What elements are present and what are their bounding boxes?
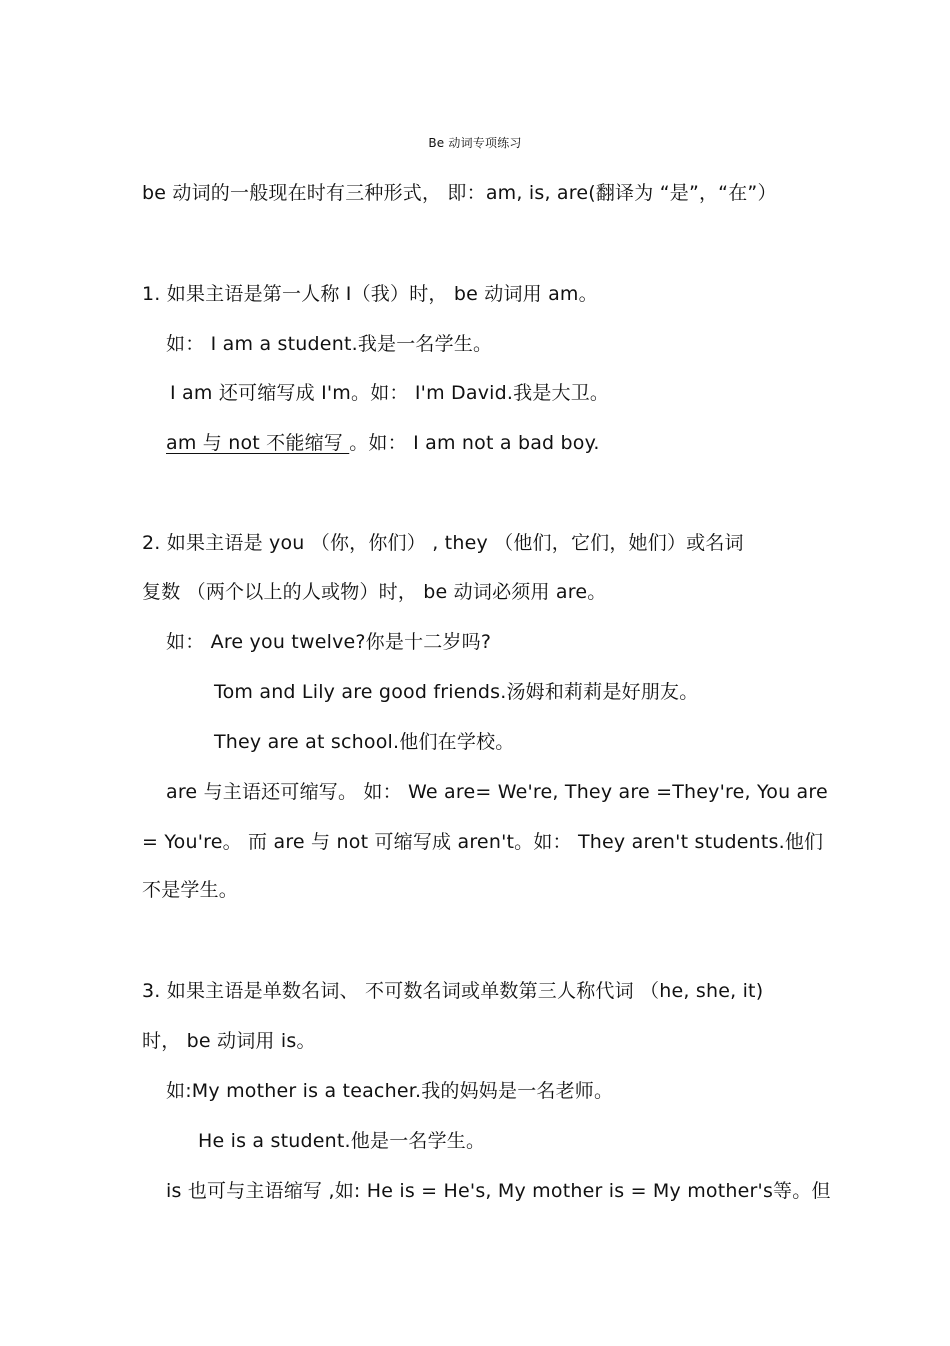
section-2-contraction-line-2: = You're。 而 are 与 not 可缩写成 aren't。如： They aren't students.他们	[142, 831, 824, 853]
section-1-note-underlined: am 与 not 不能缩写	[166, 432, 350, 454]
intro-paragraph: be 动词的一般现在时有三种形式， 即：am, is, are(翻译为 “是”，“在”）	[142, 182, 777, 204]
section-3-example-2: He is a student.他是一名学生。	[198, 1130, 486, 1152]
section-1-note-rest: 。如： I am not a bad boy.	[349, 432, 600, 454]
section-1-example-1: 如： I am a student.我是一名学生。	[166, 333, 493, 355]
section-2-example-1: 如： Are you twelve?你是十二岁吗?	[166, 631, 492, 653]
section-3-contraction-line-1: is 也可与主语缩写 ,如: He is = He's, My mother is = My mother's等。但	[166, 1180, 831, 1202]
section-2-example-3: They are at school.他们在学校。	[214, 731, 515, 753]
section-3-example-1: 如:My mother is a teacher.我的妈妈是一名老师。	[166, 1080, 614, 1102]
section-2-heading-line-1: 2. 如果主语是 you （你，你们） , they （他们，它们，她们）或名词	[142, 532, 744, 554]
section-1-heading: 1. 如果主语是第一人称 I（我）时， be 动词用 am。	[142, 283, 598, 305]
section-3-heading-line-2: 时， be 动词用 is。	[142, 1030, 316, 1052]
page-title: Be 动词专项练习	[428, 136, 522, 150]
section-2-contraction-line-1: are 与主语还可缩写。 如： We are= We're, They are =They're, You are	[166, 781, 828, 803]
section-3-heading-line-1: 3. 如果主语是单数名词、 不可数名词或单数第三人称代词 （he, she, it)	[142, 980, 764, 1002]
section-2-heading-line-2: 复数 （两个以上的人或物）时， be 动词必须用 are。	[142, 581, 607, 603]
section-2-example-2: Tom and Lily are good friends.汤姆和莉莉是好朋友。	[214, 681, 699, 703]
section-1-note	[166, 431, 600, 455]
section-2-contraction-line-3: 不是学生。	[142, 879, 239, 901]
section-1-example-2: I am 还可缩写成 I'm。如： I'm David.我是大卫。	[170, 382, 610, 404]
